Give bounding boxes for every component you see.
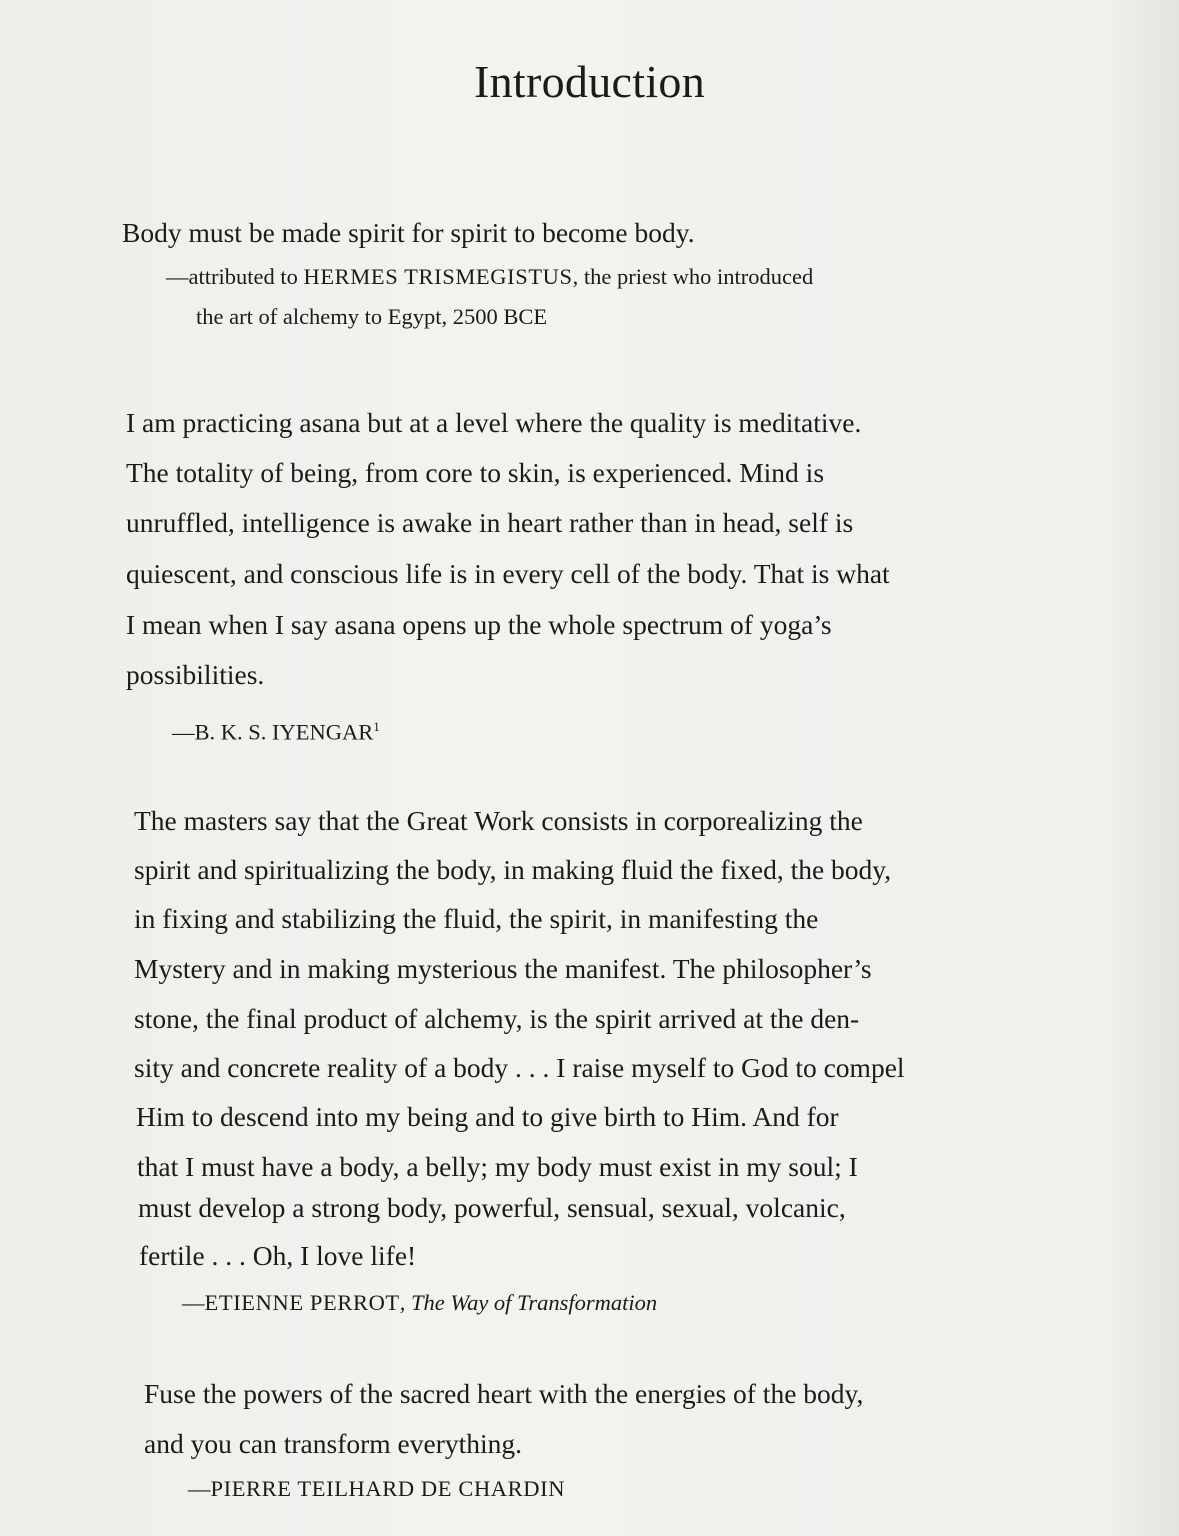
attribution-prefix: — xyxy=(188,1476,211,1501)
quote-line: Him to descend into my being and to give birth to Him. And for xyxy=(136,1101,839,1132)
work-title: The Way of Transformation xyxy=(411,1290,658,1315)
quote-line: I mean when I say asana opens up the whole spectrum of yoga’s xyxy=(126,609,832,640)
author-name: B. K. S. IYENGAR xyxy=(194,719,374,745)
footnote-marker: 1 xyxy=(373,719,380,734)
quote-line: sity and concrete reality of a body . . . I raise myself to God to compel xyxy=(134,1052,905,1083)
quote-line: must develop a strong body, powerful, sensual, sexual, volcanic, xyxy=(138,1192,846,1223)
quote-line: unruffled, intelligence is awake in heart rather than in head, self is xyxy=(126,507,854,538)
attribution-prefix: — xyxy=(172,719,195,745)
quote-line: Fuse the powers of the sacred heart with the energies of the body, xyxy=(144,1378,864,1409)
quote-line: fertile . . . Oh, I love life! xyxy=(139,1240,417,1271)
attribution-line xyxy=(172,712,380,748)
quote-line: spirit and spiritualizing the body, in making fluid the fixed, the body, xyxy=(134,854,892,885)
attribution-suffix: , the priest who introduced xyxy=(572,264,814,289)
author-name: PIERRE TEILHARD DE CHARDIN xyxy=(210,1476,566,1501)
quote-line: I am practicing asana but at a level where the quality is meditative. xyxy=(126,407,862,438)
attribution-prefix: —attributed to xyxy=(166,264,304,289)
page-gutter-shadow xyxy=(1109,0,1179,1536)
quote-line: that I must have a body, a belly; my body must exist in my soul; I xyxy=(137,1151,858,1182)
page-title: Introduction xyxy=(474,56,705,107)
attribution-line-2: the art of alchemy to Egypt, 2500 BCE xyxy=(196,304,548,329)
quote-line: The totality of being, from core to skin, is experienced. Mind is xyxy=(126,457,825,488)
attribution-line xyxy=(182,1288,657,1318)
attribution-prefix: — xyxy=(182,1290,205,1315)
quote-line: and you can transform everything. xyxy=(144,1428,523,1459)
attribution-line xyxy=(166,262,813,292)
attribution-line xyxy=(188,1474,565,1504)
attribution-separator: , xyxy=(399,1290,412,1315)
quote-line: in fixing and stabilizing the fluid, the spirit, in manifesting the xyxy=(134,903,819,934)
quote-line: The masters say that the Great Work consists in corporealizing the xyxy=(134,805,863,836)
quote-line: possibilities. xyxy=(126,659,265,690)
author-name: ETIENNE PERROT xyxy=(204,1290,400,1315)
quote-line: quiescent, and conscious life is in every cell of the body. That is what xyxy=(126,558,890,589)
quote-line: stone, the final product of alchemy, is the spirit arrived at the den- xyxy=(134,1003,860,1034)
quote-line: Mystery and in making mysterious the manifest. The philosopher’s xyxy=(134,953,872,984)
author-name: HERMES TRISMEGISTUS xyxy=(303,264,573,289)
quote-line: Body must be made spirit for spirit to become body. xyxy=(122,217,695,248)
